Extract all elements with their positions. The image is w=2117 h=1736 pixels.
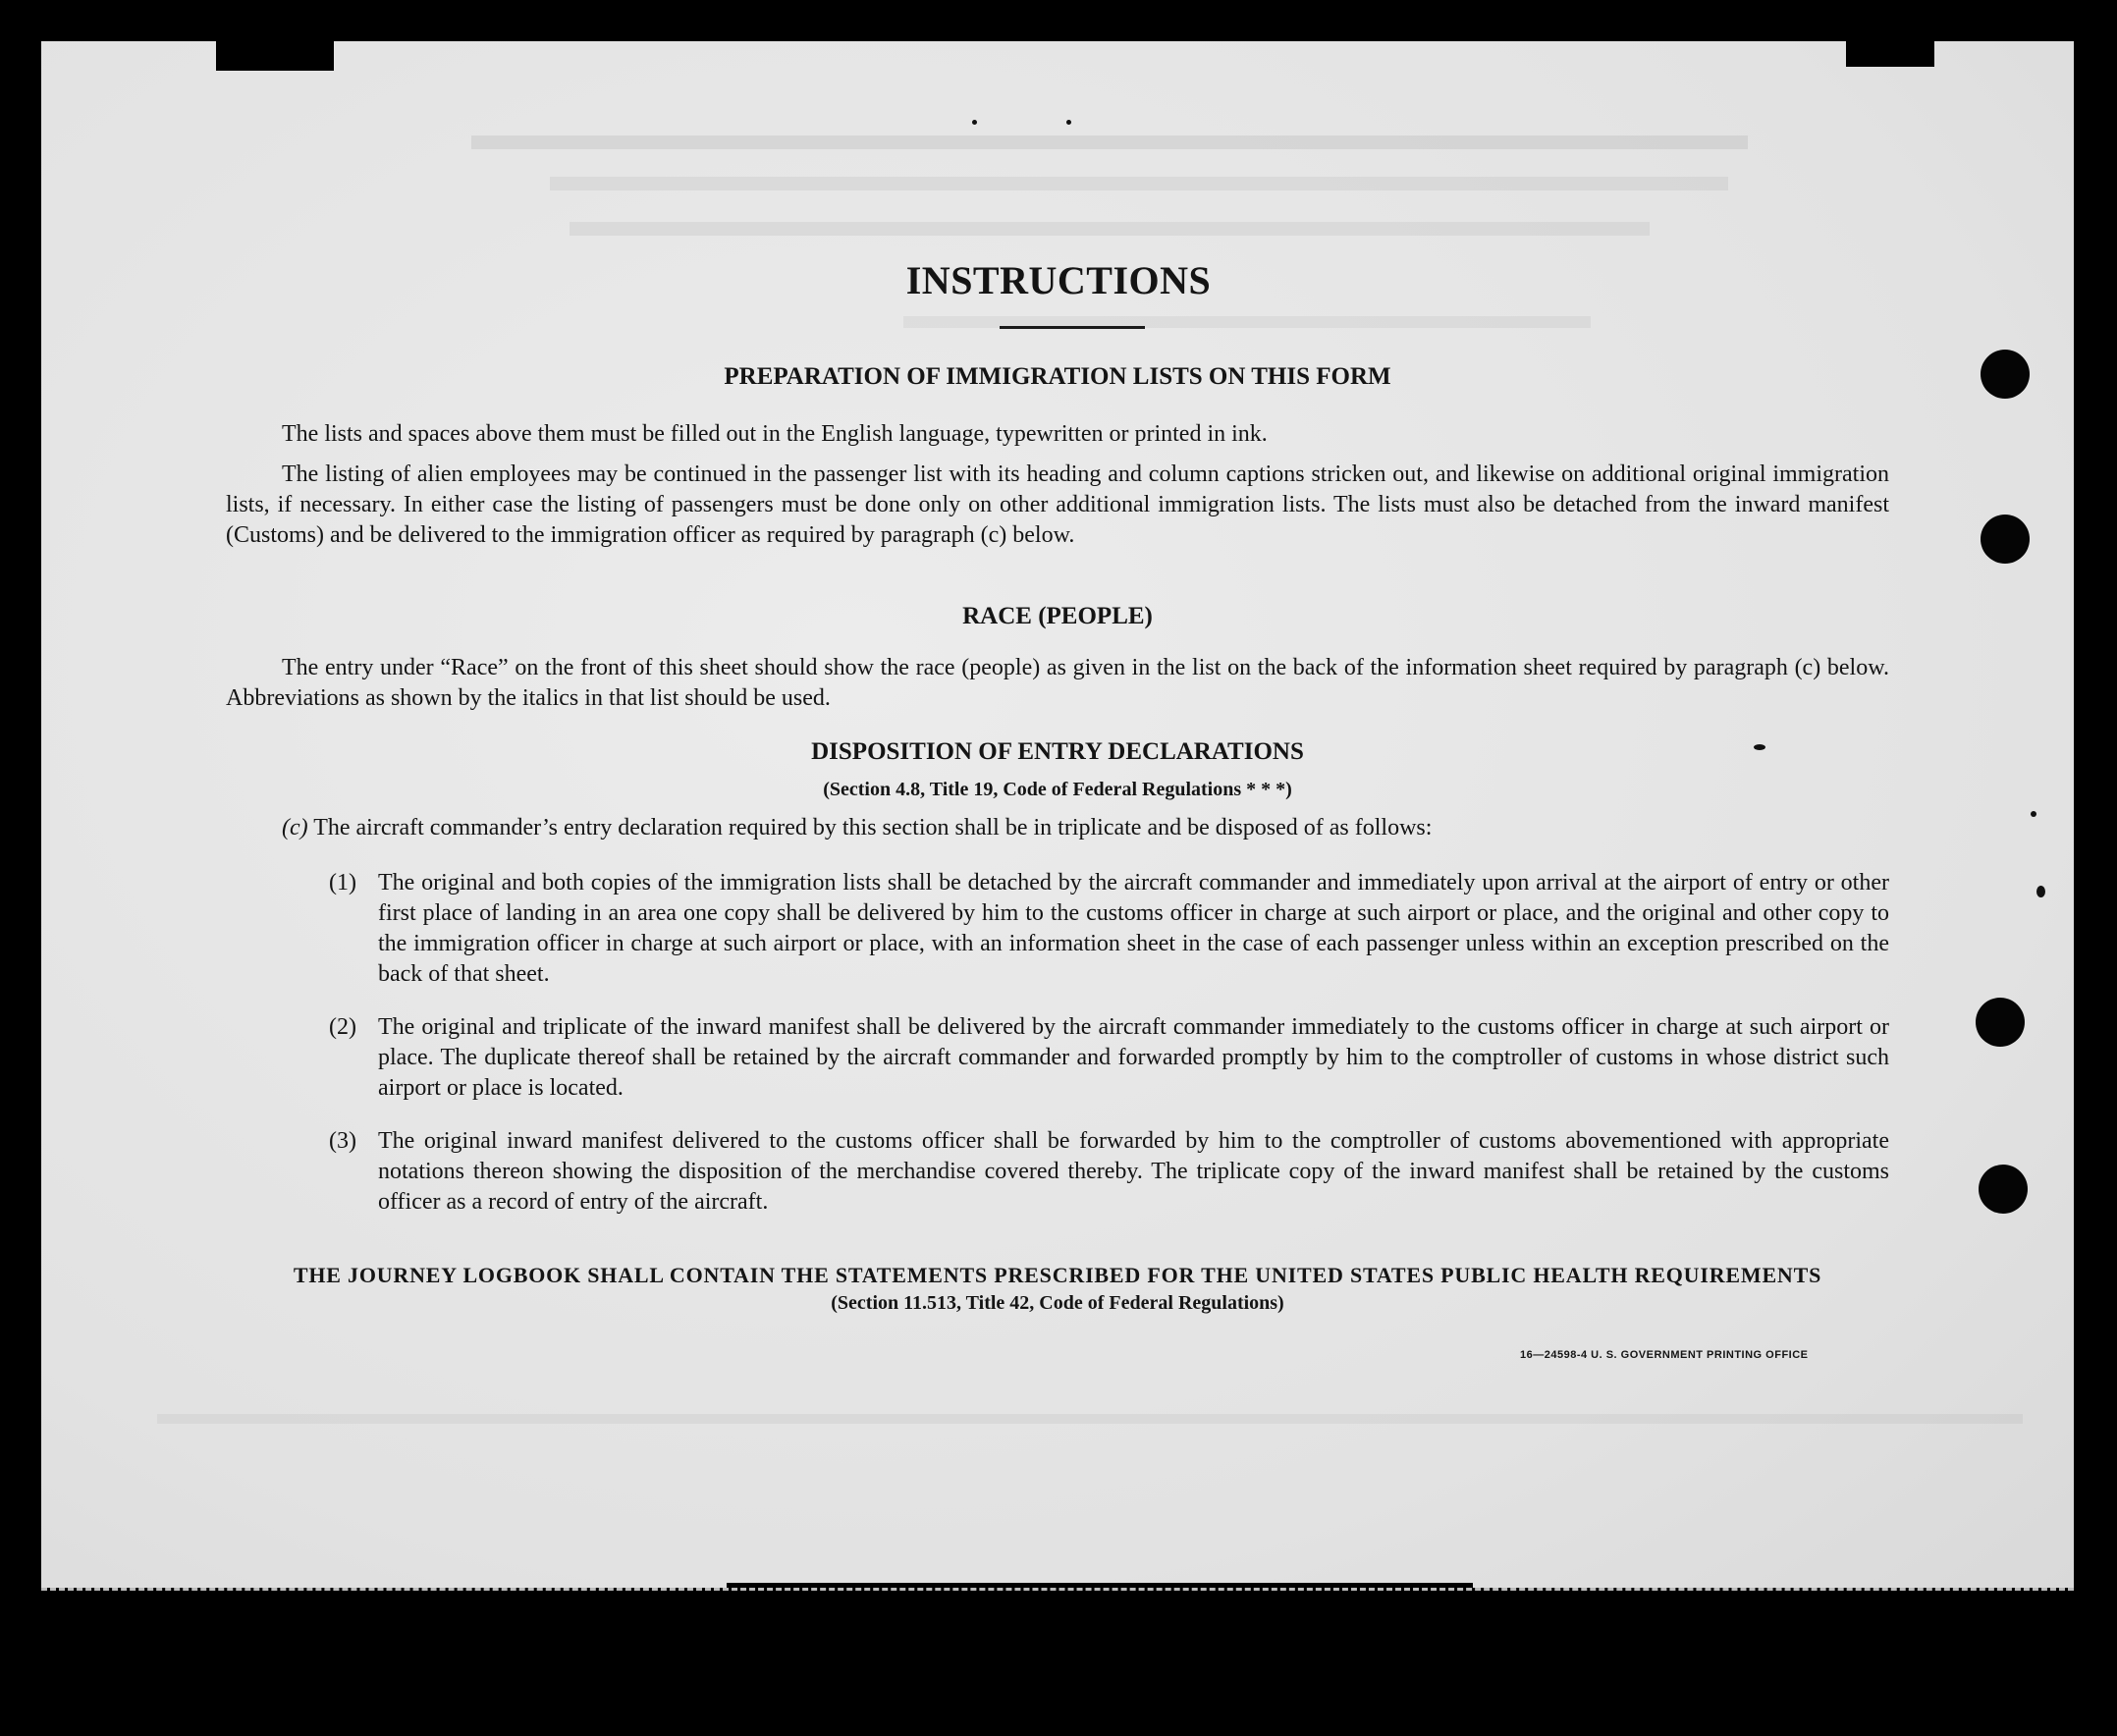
bleed-through-line xyxy=(550,177,1728,190)
list-item xyxy=(329,1012,1889,1104)
binder-hole xyxy=(1981,515,2030,564)
list-item xyxy=(329,1126,1889,1218)
binder-hole xyxy=(1976,998,2025,1047)
printer-imprint: 16—24598-4 U. S. GOVERNMENT PRINTING OFFICE xyxy=(1520,1349,1809,1361)
heading-disposition: DISPOSITION OF ENTRY DECLARATIONS xyxy=(811,738,1304,765)
bleed-through-line xyxy=(157,1414,2023,1424)
ink-speck xyxy=(2036,886,2045,897)
intro-text: The aircraft commander’s entry declaration required by this section shall be in triplicate and be disposed of as follows: xyxy=(313,815,1433,841)
health-requirements-citation: (Section 11.513, Title 42, Code of Federal Regulations) xyxy=(831,1292,1284,1314)
heading-race: RACE (PEOPLE) xyxy=(962,603,1153,629)
heading-immigration-lists: PREPARATION OF IMMIGRATION LISTS ON THIS FORM xyxy=(724,363,1391,390)
top-tab-right xyxy=(1846,41,1934,67)
ink-speck xyxy=(972,120,977,125)
intro-label: (c) xyxy=(282,815,308,841)
item-text: The original and both copies of the immigration lists shall be detached by the aircraft commander and immediately upon arrival at the airport of entry or other first place of landing in an area one copy shall be delivered by him to the customs officer in charge at such airport or place, and the original and other copy to the immigration officer in charge at such airport or place, with an information sheet in the case of each passenger unless within an exception prescribed on the back of that sheet. xyxy=(378,870,1889,987)
immigration-para-1: The lists and spaces above them must be filled out in the English language, typewritten or printed in ink. xyxy=(282,421,1268,447)
page-title: INSTRUCTIONS xyxy=(905,258,1212,302)
item-number: (2) xyxy=(329,1014,356,1040)
perforation-edge xyxy=(41,1588,2074,1595)
bleed-through-line xyxy=(570,222,1650,236)
ink-speck xyxy=(1066,120,1071,125)
race-para: The entry under “Race” on the front of this sheet should show the race (people) as given in the list on the back of the information sheet required by paragraph (c) below. Abbreviations as shown by the italics in that list should be used. xyxy=(226,655,1889,711)
item-number: (3) xyxy=(329,1128,356,1154)
binder-hole xyxy=(1979,1165,2028,1214)
disposition-citation: (Section 4.8, Title 19, Code of Federal Regulations * * *) xyxy=(823,779,1292,800)
title-underline xyxy=(1000,326,1145,329)
item-text: The original and triplicate of the inward manifest shall be delivered by the aircraft commander immediately to the customs officer in charge at such airport or place. The duplicate thereof shall be retained by the aircraft commander and forwarded promptly by him to the comptroller of customs in whose district such airport or place is located. xyxy=(378,1014,1889,1101)
item-text: The original inward manifest delivered to the customs officer shall be forwarded by him to the comptroller of customs abovementioned with appropriate notations thereon showing the disposition of the merchandise covered thereby. The triplicate copy of the inward manifest shall be retained by the customs officer as a record of entry of the aircraft. xyxy=(378,1128,1889,1215)
health-requirements-statement: THE JOURNEY LOGBOOK SHALL CONTAIN THE STATEMENTS PRESCRIBED FOR THE UNITED STATES PUBLIC HEALTH REQUIREMENTS xyxy=(293,1263,1822,1287)
list-item xyxy=(329,868,1889,990)
immigration-para-2: The listing of alien employees may be continued in the passenger list with its heading and column captions stricken out, and likewise on additional original immigration lists, if necessary. In either case the listing of passengers must be done only on other additional immigration lists. The lists must also be detached from the inward manifest (Customs) and be delivered to the immigration officer as required by paragraph (c) below. xyxy=(226,461,1889,548)
bottom-tear xyxy=(727,1583,1473,1608)
disposition-intro xyxy=(282,813,1889,843)
binder-hole xyxy=(1981,350,2030,399)
top-tab-left xyxy=(216,41,334,71)
bleed-through-line xyxy=(471,136,1748,149)
item-number: (1) xyxy=(329,870,356,895)
ink-speck xyxy=(2031,811,2036,817)
